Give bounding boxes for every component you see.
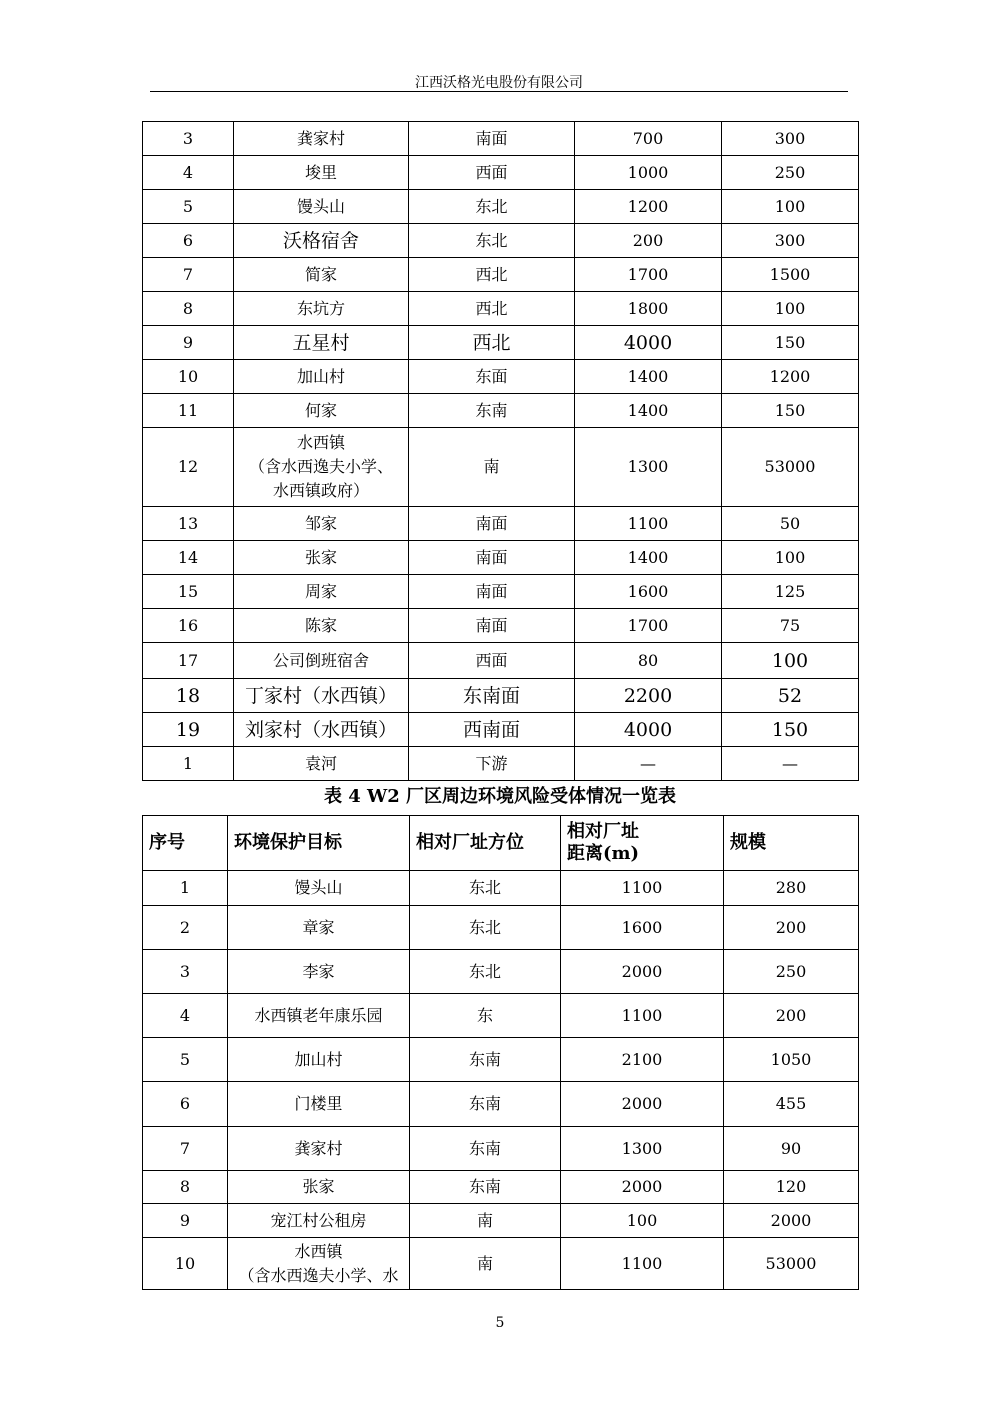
table-row <box>143 394 859 428</box>
cell-name-line: （含水西逸夫小学、水 <box>238 1265 399 1285</box>
cell-scale: 75 <box>722 609 859 643</box>
cell-direction: 南面 <box>409 122 575 156</box>
cell-name: 公司倒班宿舍 <box>234 643 409 679</box>
cell-distance: 700 <box>575 122 722 156</box>
table-row <box>143 224 859 258</box>
cell-distance: 2000 <box>561 950 724 994</box>
table-row <box>143 906 859 950</box>
table-row <box>143 1127 859 1171</box>
table-row <box>143 747 859 781</box>
cell-no: 10 <box>143 360 234 394</box>
table-row <box>143 190 859 224</box>
cell-name: 章家 <box>228 906 410 950</box>
cell-name: 馒头山 <box>228 871 410 906</box>
cell-distance: 1100 <box>561 871 724 906</box>
cell-direction: 西南面 <box>409 713 575 747</box>
cell-distance: 1400 <box>575 360 722 394</box>
table-row <box>143 1238 859 1290</box>
cell-scale: 125 <box>722 575 859 609</box>
cell-no: 6 <box>143 224 234 258</box>
cell-scale: — <box>722 747 859 781</box>
cell-no: 1 <box>143 871 228 906</box>
cell-scale: 250 <box>722 156 859 190</box>
cell-no: 9 <box>143 326 234 360</box>
cell-distance: 1400 <box>575 541 722 575</box>
cell-scale: 200 <box>724 906 859 950</box>
table-row <box>143 258 859 292</box>
cell-scale: 2000 <box>724 1204 859 1238</box>
cell-distance: 1700 <box>575 258 722 292</box>
cell-scale: 200 <box>724 994 859 1038</box>
cell-scale: 50 <box>722 507 859 541</box>
cell-distance: 1600 <box>561 906 724 950</box>
table-row <box>143 1171 859 1204</box>
cell-distance: 2200 <box>575 679 722 713</box>
cell-direction: 东北 <box>410 906 561 950</box>
table-row <box>143 507 859 541</box>
table-row <box>143 428 859 507</box>
cell-name: 陈家 <box>234 609 409 643</box>
cell-distance: — <box>575 747 722 781</box>
cell-scale: 100 <box>722 292 859 326</box>
cell-scale: 100 <box>722 541 859 575</box>
cell-no: 19 <box>143 713 234 747</box>
cell-direction: 东北 <box>410 950 561 994</box>
cell-no: 3 <box>143 950 228 994</box>
table-row <box>143 1204 859 1238</box>
cell-distance: 4000 <box>575 713 722 747</box>
cell-no: 6 <box>143 1082 228 1127</box>
cell-name-line: 水西镇 <box>296 433 345 452</box>
cell-distance: 80 <box>575 643 722 679</box>
cell-no: 5 <box>143 1038 228 1082</box>
cell-scale: 280 <box>724 871 859 906</box>
cell-name: 龚家村 <box>234 122 409 156</box>
cell-direction: 东南 <box>410 1038 561 1082</box>
cell-direction: 西面 <box>409 156 575 190</box>
cell-scale: 100 <box>722 643 859 679</box>
cell-name-line: （含水西逸夫小学、 <box>248 457 393 476</box>
cell-scale: 120 <box>724 1171 859 1204</box>
table-row <box>143 679 859 713</box>
cell-direction: 南 <box>410 1204 561 1238</box>
table4-caption: 表 4 W2 厂区周边环境风险受体情况一览表 <box>323 786 677 807</box>
cell-name: 沃格宿舍 <box>234 224 409 258</box>
cell-distance: 4000 <box>575 326 722 360</box>
cell-name: 何家 <box>234 394 409 428</box>
cell-direction: 下游 <box>409 747 575 781</box>
cell-scale: 150 <box>722 713 859 747</box>
page-number: 5 <box>495 1315 505 1331</box>
header-no: 序号 <box>143 816 228 871</box>
cell-name: 李家 <box>228 950 410 994</box>
table-row <box>143 292 859 326</box>
header-distance-line2: 距离(m) <box>567 843 640 864</box>
cell-distance: 200 <box>575 224 722 258</box>
cell-distance: 1300 <box>575 428 722 507</box>
table-row <box>143 360 859 394</box>
page-header: 江西沃格光电股份有限公司 <box>415 75 583 91</box>
header-distance-line1: 相对厂址 <box>567 821 639 842</box>
cell-name: 东坑方 <box>234 292 409 326</box>
cell-name-line: 水西镇 <box>294 1241 343 1261</box>
table-row <box>143 1082 859 1127</box>
cell-distance: 1800 <box>575 292 722 326</box>
cell-distance: 1600 <box>575 575 722 609</box>
cell-name: 简家 <box>234 258 409 292</box>
cell-direction: 西北 <box>409 292 575 326</box>
cell-no: 13 <box>143 507 234 541</box>
cell-name: 门楼里 <box>228 1082 410 1127</box>
cell-name: 袁河 <box>234 747 409 781</box>
cell-direction: 西面 <box>409 643 575 679</box>
header-rule <box>150 91 848 92</box>
cell-distance: 2000 <box>561 1082 724 1127</box>
cell-no: 11 <box>143 394 234 428</box>
table-row <box>143 994 859 1038</box>
cell-scale: 300 <box>722 122 859 156</box>
cell-no: 10 <box>143 1238 228 1290</box>
cell-name: 五星村 <box>234 326 409 360</box>
cell-no: 4 <box>143 156 234 190</box>
table-row <box>143 541 859 575</box>
cell-distance: 1100 <box>575 507 722 541</box>
cell-no: 15 <box>143 575 234 609</box>
cell-no: 7 <box>143 258 234 292</box>
cell-name <box>228 1238 410 1290</box>
cell-name: 张家 <box>228 1171 410 1204</box>
table-row <box>143 1038 859 1082</box>
cell-direction: 东北 <box>410 871 561 906</box>
cell-name: 馒头山 <box>234 190 409 224</box>
header-scale: 规模 <box>724 816 859 871</box>
cell-direction: 东南 <box>409 394 575 428</box>
cell-name: 周家 <box>234 575 409 609</box>
cell-distance: 2000 <box>561 1171 724 1204</box>
cell-name: 宠江村公租房 <box>228 1204 410 1238</box>
cell-direction: 东南 <box>410 1082 561 1127</box>
table4-header-row <box>143 816 859 871</box>
cell-distance: 1100 <box>561 994 724 1038</box>
cell-direction: 南面 <box>409 507 575 541</box>
cell-distance: 100 <box>561 1204 724 1238</box>
cell-distance: 1000 <box>575 156 722 190</box>
cell-distance: 2100 <box>561 1038 724 1082</box>
cell-no: 18 <box>143 679 234 713</box>
cell-no: 16 <box>143 609 234 643</box>
cell-no: 8 <box>143 292 234 326</box>
table-row <box>143 643 859 679</box>
cell-scale: 250 <box>724 950 859 994</box>
cell-scale: 300 <box>722 224 859 258</box>
table-row <box>143 609 859 643</box>
cell-no: 8 <box>143 1171 228 1204</box>
table-row <box>143 871 859 906</box>
header-distance <box>561 816 724 871</box>
cell-direction: 南面 <box>409 575 575 609</box>
cell-direction: 南 <box>410 1238 561 1290</box>
header-direction: 相对厂址方位 <box>410 816 561 871</box>
cell-direction: 东南 <box>410 1171 561 1204</box>
cell-no: 3 <box>143 122 234 156</box>
cell-scale: 1500 <box>722 258 859 292</box>
table4 <box>142 815 859 1290</box>
cell-direction: 南 <box>409 428 575 507</box>
cell-scale: 1050 <box>724 1038 859 1082</box>
cell-no: 2 <box>143 906 228 950</box>
cell-scale: 53000 <box>724 1238 859 1290</box>
table-row <box>143 713 859 747</box>
cell-scale: 52 <box>722 679 859 713</box>
cell-scale: 53000 <box>722 428 859 507</box>
cell-scale: 90 <box>724 1127 859 1171</box>
cell-direction: 东面 <box>409 360 575 394</box>
cell-distance: 1100 <box>561 1238 724 1290</box>
cell-direction: 东北 <box>409 224 575 258</box>
cell-no: 5 <box>143 190 234 224</box>
cell-scale: 150 <box>722 394 859 428</box>
cell-name: 水西镇老年康乐园 <box>228 994 410 1038</box>
cell-distance: 1200 <box>575 190 722 224</box>
cell-scale: 1200 <box>722 360 859 394</box>
header-target: 环境保护目标 <box>228 816 410 871</box>
cell-scale: 150 <box>722 326 859 360</box>
cell-direction: 西北 <box>409 258 575 292</box>
cell-no: 9 <box>143 1204 228 1238</box>
cell-distance: 1300 <box>561 1127 724 1171</box>
cell-name: 丁家村（水西镇） <box>234 679 409 713</box>
cell-scale: 100 <box>722 190 859 224</box>
cell-name: 加山村 <box>228 1038 410 1082</box>
cell-direction: 东南面 <box>409 679 575 713</box>
cell-name: 张家 <box>234 541 409 575</box>
cell-scale: 455 <box>724 1082 859 1127</box>
table-row <box>143 326 859 360</box>
cell-no: 4 <box>143 994 228 1038</box>
cell-name: 加山村 <box>234 360 409 394</box>
cell-name: 龚家村 <box>228 1127 410 1171</box>
cell-no: 7 <box>143 1127 228 1171</box>
cell-no: 12 <box>143 428 234 507</box>
cell-direction: 东南 <box>410 1127 561 1171</box>
cell-direction: 东北 <box>409 190 575 224</box>
cell-direction: 南面 <box>409 541 575 575</box>
table-row <box>143 950 859 994</box>
cell-no: 17 <box>143 643 234 679</box>
cell-no: 1 <box>143 747 234 781</box>
cell-direction: 东 <box>410 994 561 1038</box>
receptor-table-continued <box>142 121 859 781</box>
cell-name: 埈里 <box>234 156 409 190</box>
cell-distance: 1400 <box>575 394 722 428</box>
table-row <box>143 122 859 156</box>
cell-no: 14 <box>143 541 234 575</box>
cell-distance: 1700 <box>575 609 722 643</box>
cell-name: 邹家 <box>234 507 409 541</box>
cell-direction: 西北 <box>409 326 575 360</box>
table-row <box>143 156 859 190</box>
cell-name: 刘家村（水西镇） <box>234 713 409 747</box>
cell-name <box>234 428 409 507</box>
table-row <box>143 575 859 609</box>
cell-name-line: 水西镇政府） <box>272 481 369 500</box>
cell-direction: 南面 <box>409 609 575 643</box>
